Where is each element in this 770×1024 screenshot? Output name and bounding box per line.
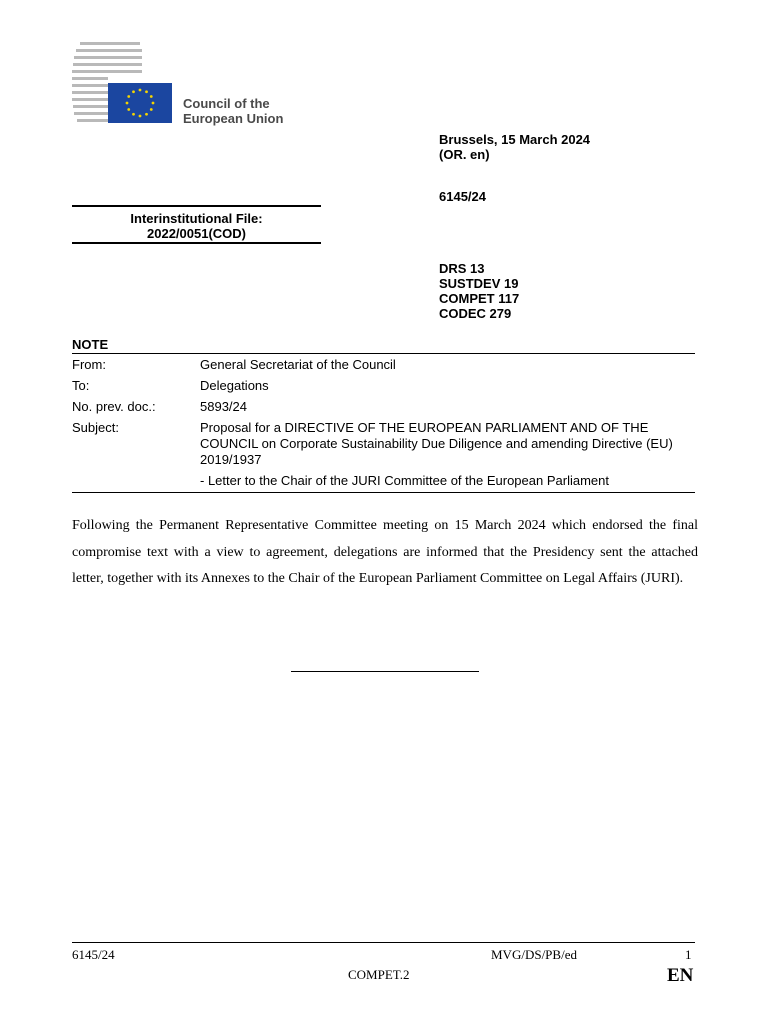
to-value: Delegations bbox=[200, 378, 269, 393]
subject-value-block bbox=[200, 420, 695, 489]
code-codec: CODEC 279 bbox=[439, 306, 512, 321]
eu-star bbox=[145, 113, 148, 116]
subject-value: Proposal for a DIRECTIVE OF THE EUROPEAN PARLIAMENT AND OF THE COUNCIL on Corporate Sustainability Due Diligence and amending Directive (EU) 2019/1937 bbox=[200, 420, 673, 467]
from-row bbox=[72, 354, 695, 375]
eu-star bbox=[145, 90, 148, 93]
code-compet: COMPET 117 bbox=[439, 291, 520, 306]
footer-doc-number: 6145/24 bbox=[72, 947, 115, 962]
place-date-block bbox=[439, 132, 590, 162]
footer-rule bbox=[72, 942, 695, 943]
eu-star bbox=[139, 89, 142, 92]
eu-star bbox=[132, 113, 135, 116]
footer-page-number: 1 bbox=[685, 947, 692, 962]
org-line-1: Council of the bbox=[183, 96, 270, 111]
to-row bbox=[72, 375, 695, 396]
to-label: To: bbox=[72, 378, 90, 393]
eu-star bbox=[127, 108, 130, 111]
eu-star bbox=[126, 102, 129, 105]
footer-initials: MVG/DS/PB/ed bbox=[491, 947, 577, 962]
interinstitutional-file bbox=[72, 205, 321, 244]
eu-star bbox=[150, 95, 153, 98]
eu-star bbox=[152, 102, 155, 105]
eu-star bbox=[127, 95, 130, 98]
interinstitutional-label: Interinstitutional File: bbox=[130, 211, 263, 226]
subject-row bbox=[72, 417, 695, 492]
original-language: (OR. en) bbox=[439, 147, 490, 162]
subject-sub: - Letter to the Chair of the JURI Committee of the European Parliament bbox=[200, 473, 609, 488]
org-line-2: European Union bbox=[183, 111, 284, 126]
from-value: General Secretariat of the Council bbox=[200, 357, 396, 372]
place-date: Brussels, 15 March 2024 bbox=[439, 132, 591, 147]
organisation-name bbox=[183, 96, 283, 126]
eu-star bbox=[139, 115, 142, 118]
body-paragraph: Following the Permanent Representative Committee meeting on 15 March 2024 which endorsed the final compromise text with a view to agreement, delegations are informed that the Presidency sent the attached letter, together with its Annexes to the Chair of the European Parliament Committee on Legal Affairs (JURI). bbox=[72, 518, 698, 586]
classification-codes bbox=[439, 261, 519, 321]
code-sustdev: SUSTDEV 19 bbox=[439, 276, 519, 291]
footer-unit: COMPET.2 bbox=[348, 967, 410, 982]
interinstitutional-value: 2022/0051(COD) bbox=[147, 226, 246, 241]
prev-doc-row bbox=[72, 396, 695, 417]
footer-language: EN bbox=[667, 965, 694, 986]
subject-label: Subject: bbox=[72, 420, 119, 435]
prev-doc-value: 5893/24 bbox=[200, 399, 247, 414]
note-title: NOTE bbox=[72, 337, 109, 352]
note-table bbox=[72, 353, 695, 493]
eu-star bbox=[132, 90, 135, 93]
code-drs: DRS 13 bbox=[439, 261, 485, 276]
prev-doc-label: No. prev. doc.: bbox=[72, 399, 156, 414]
document-number: 6145/24 bbox=[439, 189, 486, 204]
from-label: From: bbox=[72, 357, 106, 372]
end-separator bbox=[291, 671, 479, 672]
council-logo bbox=[72, 40, 182, 126]
eu-star bbox=[150, 108, 153, 111]
